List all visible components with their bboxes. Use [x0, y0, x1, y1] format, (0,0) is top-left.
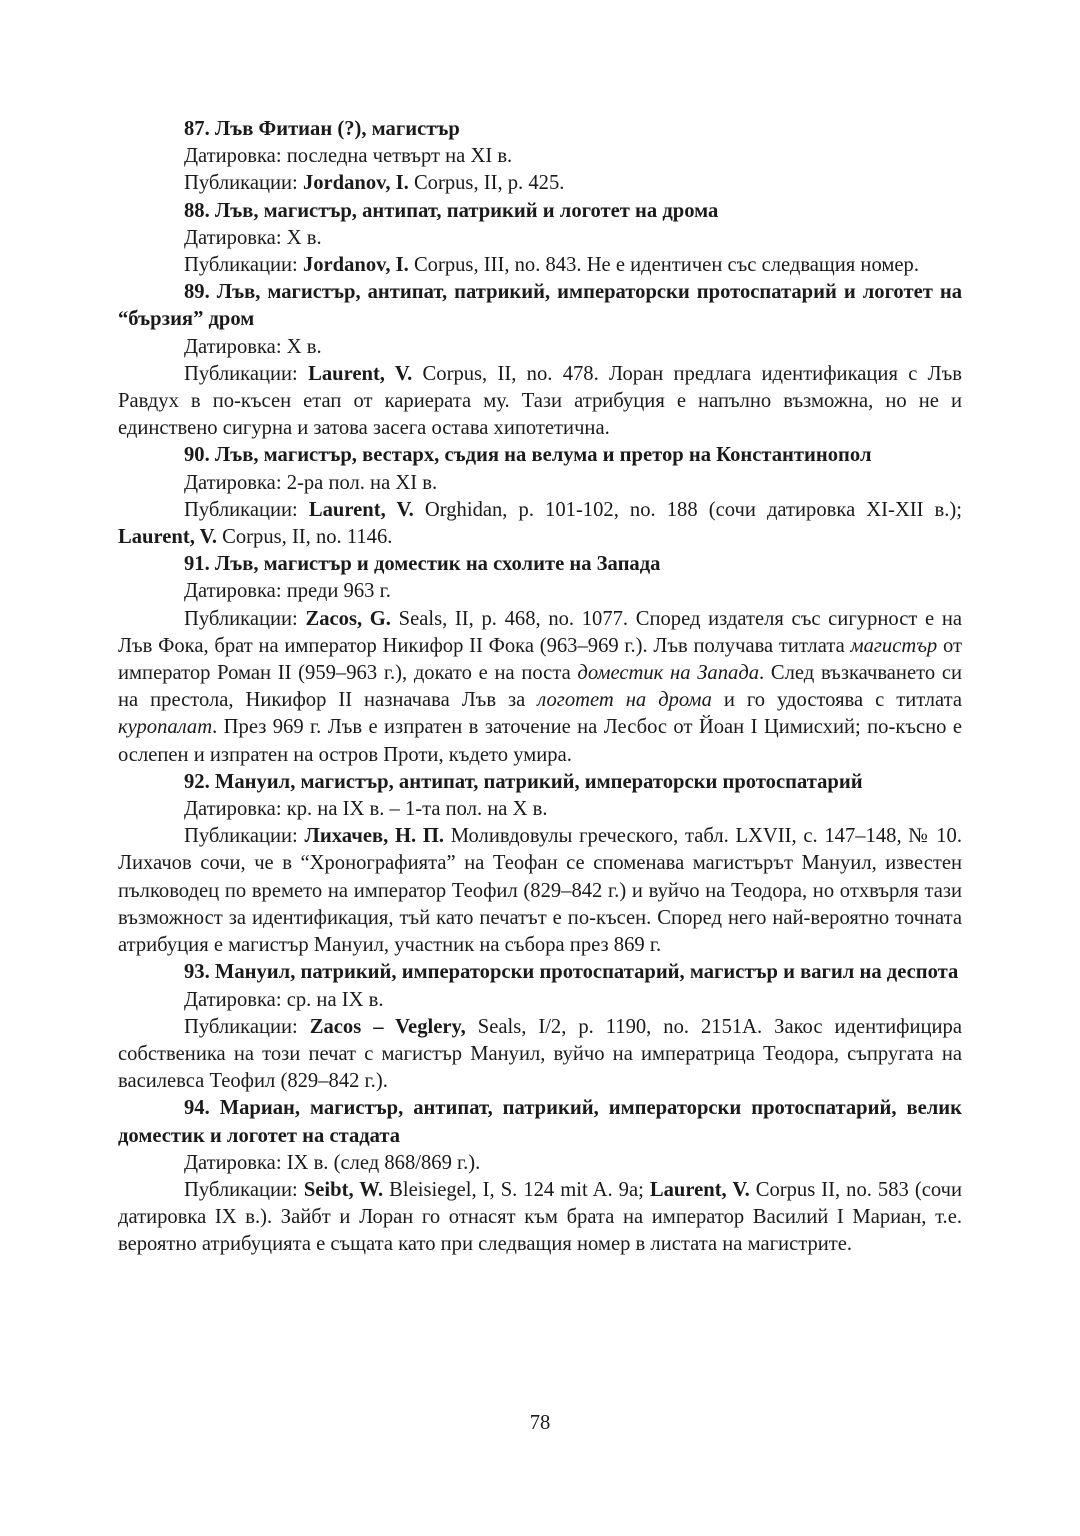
author-name: Jordanov, I. [302, 254, 409, 277]
entry-dating: Датировка: преди 963 г. [184, 580, 391, 603]
entry-title: 91. Лъв, магистър и доместик на схолите на Запада [184, 553, 661, 576]
text-run: Публикации: [184, 254, 303, 277]
entry-dating: Датировка: 2-ра пол. на XI в. [184, 471, 438, 494]
entry-title: 87. Лъв Фитиан (?), магистър [184, 118, 460, 140]
entry-88 [118, 198, 962, 280]
document-body [118, 116, 962, 1259]
author-name: Laurent, V. [118, 526, 217, 549]
entry-publications [118, 361, 962, 443]
entry-94 [118, 1095, 962, 1258]
text-run: Публикации: [184, 1015, 310, 1038]
entry-title: 92. Мануил, магистър, антипат, патрикий, императорски протоспатарий [184, 770, 863, 793]
entry-title: 88. Лъв, магистър, антипат, патрикий и логотет на дрома [184, 199, 719, 222]
text-run: . След възкачването си на престола, Никифор II назначава Лъв за [118, 662, 962, 712]
entry-dating: Датировка: кр. на IX в. – 1-та пол. на X в. [184, 798, 548, 821]
text-run: Seals, I/2, p. 1190, no. 2151A. Закос идентифицира собственика на този печат с магистър Мануил, вуйчо на императрица Теодора, съпругата на василевса Теофил (829–842 г.). [118, 1015, 962, 1093]
text-run: Orghidan, p. 101-102, no. 188 (сочи датировка XI-XII в.); [413, 498, 962, 521]
author-name: Jordanov, I. [302, 172, 409, 195]
text-run: Bleisiegel, I, S. 124 mit A. 9a; [383, 1178, 650, 1201]
emphasis-term: доместик на Запада [577, 662, 760, 685]
entry-publications [118, 497, 962, 551]
text-run: Corpus, III, no. 843. Не е идентичен със следващия номер. [408, 254, 919, 277]
entry-title: 93. Мануил, патрикий, императорски протоспатарий, магистър и вагил на деспота [184, 961, 959, 984]
author-name: Zacos, G. [305, 607, 391, 630]
author-name: Seibt, W. [303, 1178, 384, 1201]
text-run: . През 969 г. Лъв е изпратен в заточение на Лесбос от Йоан I Цимисхий; по-късно е ослепен и изпратен на остров Проти, където умира. [118, 716, 962, 766]
entry-publications [118, 1014, 962, 1096]
page-number: 78 [529, 1412, 551, 1434]
entry-dating: Датировка: ср. на IX в. [184, 988, 384, 1011]
author-name: Zacos – Veglery, [309, 1015, 466, 1038]
text-run: и го удостоява с титлата [711, 689, 963, 712]
author-name: Лихачев, Н. П. [304, 825, 445, 848]
emphasis-term: магистър [850, 634, 938, 657]
entry-87 [118, 116, 962, 198]
emphasis-term: логотет на дрома [537, 689, 712, 712]
entry-publications [118, 170, 962, 197]
entry-dating: Датировка: X в. [184, 335, 322, 358]
text-run: Seals, II, p. 468, no. 1077. Според издателя със сигурност е на Лъв Фока, брат на император Никифор II Фока (963–969 г.). Лъв получава титлата [118, 607, 963, 657]
emphasis-term: куропалат [118, 716, 213, 739]
entry-92 [118, 769, 962, 959]
text-run: Публикации: [184, 362, 309, 385]
author-name: Laurent, V. [308, 498, 414, 521]
entry-90 [118, 442, 962, 551]
text-run: Публикации: [184, 498, 309, 521]
text-run: Corpus, II, no. 1146. [217, 526, 393, 549]
author-name: Laurent, V. [649, 1178, 750, 1201]
entry-title: 94. Мариан, магистър, антипат, патрикий, императорски протоспатарий, велик доместик и логотет на стадата [118, 1097, 962, 1147]
text-run: от император Роман II (959–963 г.), докато е на поста [118, 634, 962, 685]
text-run: Моливдовулы греческого, табл. LXVII, с. 147–148, № 10. Лихачов сочи, че в “Хронографията” на Теофан се споменава магистърът Мануил, известен пълководец по времето на император Теофил (829–842 г.) и вуйчо на Теодора, но отхвърля тази възможност за идентификация, тъй като печатът е по-късен. Според него най-вероятно точната атрибуция е магистър Мануил, участник на събора през 869 г. [118, 825, 962, 957]
text-run: Публикации: [184, 607, 306, 630]
author-name: Laurent, V. [308, 362, 413, 385]
entry-publications [118, 252, 962, 279]
text-run: Публикации: [184, 1178, 304, 1201]
entry-publications [118, 1177, 962, 1259]
text-run: Corpus II, no. 583 (сочи датировка IX в.). Зайбт и Лоран го отнасят към брата на император Василий I Мариан, т.е. вероятно атрибуцията е същата като при следващия номер в листата на магистрите. [118, 1178, 962, 1256]
entry-89 [118, 279, 962, 442]
entry-dating: Датировка: последна четвърт на XI в. [184, 145, 513, 168]
entry-dating: Датировка: IX в. (след 868/869 г.). [184, 1151, 481, 1174]
entry-publications [118, 823, 962, 959]
entry-93 [118, 959, 962, 1095]
text-run: Публикации: [184, 172, 303, 195]
entry-title: 90. Лъв, магистър, вестарх, съдия на велума и претор на Константинопол [184, 444, 872, 467]
entry-dating: Датировка: X в. [184, 226, 322, 249]
entry-publications [118, 606, 962, 769]
entry-title: 89. Лъв, магистър, антипат, патрикий, императорски протоспатарий и логотет на “бързия” дром [118, 281, 962, 331]
entry-91 [118, 551, 962, 769]
text-run: Corpus, II, no. 478. Лоран предлага идентификация с Лъв Равдух в по-късен етап от кариерата му. Тази атрибуция е напълно възможна, но не и единствено сигурна и затова засега остава хипотетична. [118, 362, 962, 440]
text-run: Corpus, II, p. 425. [408, 172, 565, 195]
text-run: Публикации: [184, 825, 305, 848]
